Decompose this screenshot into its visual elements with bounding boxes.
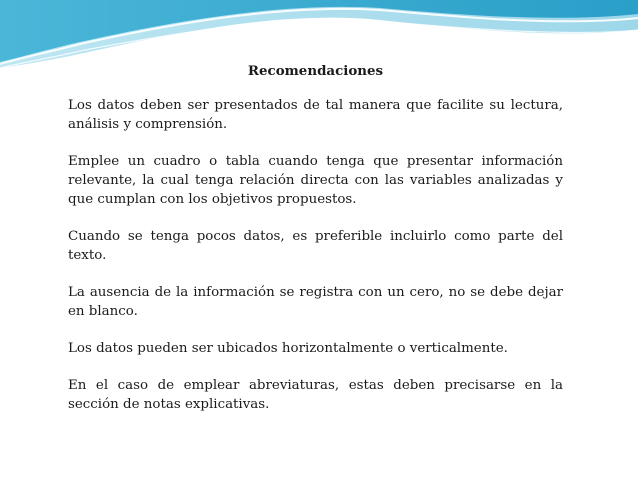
paragraph-4: La ausencia de la información se registra con un cero, no se debe dejar en blanco. xyxy=(68,285,563,319)
paragraph-6: En el caso de emplear abreviaturas, estas deben precisarse en la sección de notas explicativas. xyxy=(68,378,563,412)
paragraph-3: Cuando se tenga pocos datos, es preferible incluirlo como parte del texto. xyxy=(68,229,563,263)
slide-title: Recomendaciones xyxy=(247,63,384,79)
paragraph-2: Emplee un cuadro o tabla cuando tenga que presentar información relevante, la cual tenga relación directa con las variables analizadas y que cumplan con los objetivos propuestos. xyxy=(68,154,563,207)
slide-content xyxy=(68,62,563,432)
paragraph-5: Los datos pueden ser ubicados horizontalmente o verticalmente. xyxy=(68,341,508,356)
paragraph-1: Los datos deben ser presentados de tal manera que facilite su lectura, análisis y comprensión. xyxy=(68,98,563,132)
